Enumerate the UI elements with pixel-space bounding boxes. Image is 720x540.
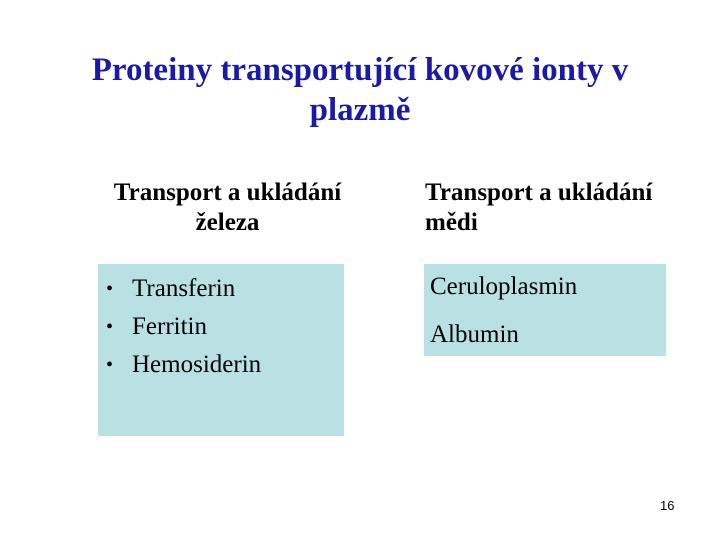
page-number: 16: [660, 498, 675, 513]
list-item: Ceruloplasmin: [430, 273, 578, 300]
list-item-label: Hemosiderin: [132, 351, 262, 378]
iron-proteins-box: [98, 264, 344, 436]
copper-proteins-box: [424, 264, 666, 356]
list-item: [98, 308, 261, 346]
bullet-dot: •: [106, 354, 114, 376]
slide-title-line-1: Proteiny transportující kovové ionty v: [91, 52, 629, 88]
slide-title-line-2: plazmě: [309, 92, 411, 128]
copper-heading-line-2: mědi: [425, 209, 478, 236]
iron-proteins-list: [98, 270, 261, 384]
iron-heading-line-2: železa: [195, 209, 260, 236]
slide-title: [40, 50, 680, 130]
list-item: Albumin: [430, 321, 519, 348]
list-item: [98, 346, 261, 384]
bullet-dot: •: [106, 316, 114, 338]
copper-heading-line-1: Transport a ukládání: [425, 179, 653, 206]
iron-column-heading: [90, 178, 365, 238]
list-item-label: Transferin: [132, 275, 236, 302]
copper-column-heading: [425, 178, 715, 238]
list-item: [98, 270, 261, 308]
iron-heading-line-1: Transport a ukládání: [113, 179, 342, 206]
list-item-label: Ferritin: [132, 313, 207, 340]
bullet-dot: •: [106, 278, 114, 300]
